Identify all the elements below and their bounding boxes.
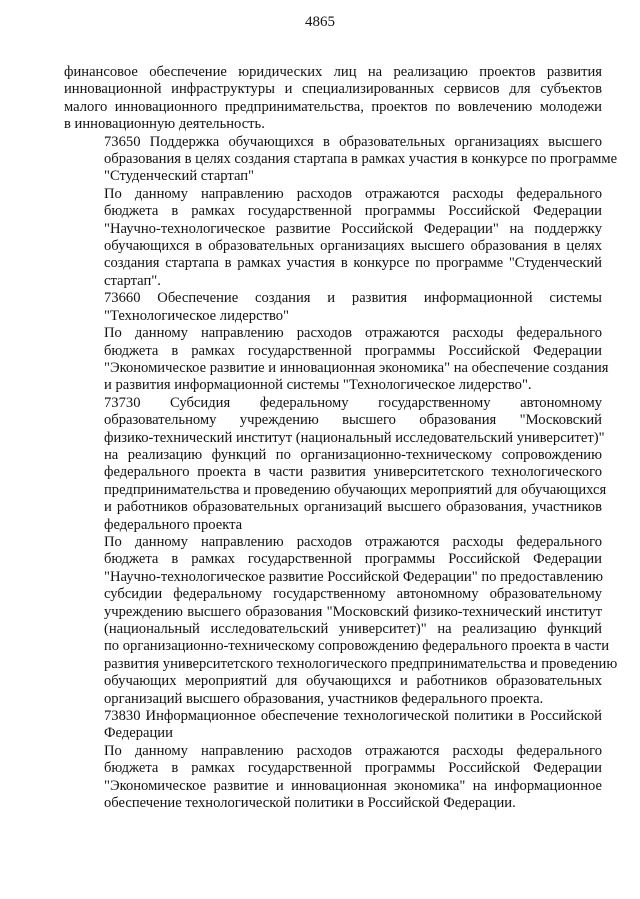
text-line: Федерации xyxy=(104,725,173,742)
document-body xyxy=(64,64,618,812)
text-line: физико-технический институт (национальный исследовательский университет)" xyxy=(104,429,605,446)
text-line: на реализацию функций по организационно-техническому сопровождению xyxy=(104,446,602,463)
text-line: По данному направлению расходов отражаются расходы федерального xyxy=(104,185,602,202)
text-line: и работников образовательных организаций высшего образования, участников xyxy=(104,499,602,516)
paragraph xyxy=(64,186,602,290)
text-line: стартап". xyxy=(104,272,161,289)
text-line: обеспечение технологической политики в Российской Федерации. xyxy=(104,795,516,812)
text-line: бюджета в рамках государственной программы Российской Федерации xyxy=(104,760,602,777)
text-line: 73830 Информационное обеспечение технологической политики в Российской xyxy=(104,708,602,725)
text-line: бюджета в рамках государственной программы Российской Федерации xyxy=(104,551,602,568)
text-line: бюджета в рамках государственной программы Российской Федерации xyxy=(104,203,602,220)
text-line: в инновационную деятельность. xyxy=(64,116,265,133)
text-line: 73660 Обеспечение создания и развития информационной системы xyxy=(104,290,602,307)
text-line: "Научно-технологическое развитие Российской Федерации" по предоставлению xyxy=(104,568,604,585)
text-line: "Студенческий стартап" xyxy=(104,168,255,185)
text-line: образования в целях создания стартапа в рамках участия в конкурсе по программе xyxy=(104,151,618,168)
text-line: "Технологическое лидерство" xyxy=(104,307,289,324)
paragraph xyxy=(64,290,602,325)
paragraph xyxy=(64,133,618,186)
text-line: по организационно-техническому сопровождению федерального проекта в части xyxy=(104,638,610,655)
text-line: (национальный исследовательский университет)" на реализацию функций xyxy=(104,621,602,637)
text-line: субсидии федеральному государственному автономному образовательному xyxy=(104,586,602,603)
text-line: учреждению высшего образования "Московский физико-технический институт xyxy=(104,603,602,620)
text-line: федерального проекта в части развития университетского технологического xyxy=(104,464,602,481)
text-line: "Экономическое развитие и инновационная экономика" на информационное xyxy=(104,777,602,794)
page-number: 4865 xyxy=(305,14,335,30)
text-line: обучающих мероприятий для обучающихся и работников образовательных xyxy=(104,673,602,690)
text-line: финансовое обеспечение юридических лиц на реализацию проектов развития xyxy=(64,64,602,80)
text-line: образовательному учреждению высшего образования "Московский xyxy=(104,412,602,429)
text-line: обучающихся в образовательных организациях высшего образования в целях xyxy=(104,238,602,255)
text-line: "Научно-технологическое развитие Российской Федерации" на поддержку xyxy=(104,220,602,237)
text-line: "Экономическое развитие и инновационная экономика" на обеспечение создания xyxy=(104,359,609,376)
text-line: 73650 Поддержка обучающихся в образовательных организациях высшего xyxy=(104,133,602,150)
paragraph xyxy=(64,64,602,134)
text-line: создания стартапа в рамках участия в конкурсе по программе "Студенческий xyxy=(104,255,602,272)
text-line: По данному направлению расходов отражаются расходы федерального xyxy=(104,533,602,550)
paragraph xyxy=(64,743,602,813)
text-line: предпринимательства и проведению обучающих мероприятий для обучающихся xyxy=(104,481,607,498)
paragraph xyxy=(64,708,602,743)
text-line: развития университетского технологического предпринимательства и проведению xyxy=(104,655,618,672)
text-line: 73730 Субсидия федеральному государственному автономному xyxy=(104,394,602,411)
text-line: По данному направлению расходов отражаются расходы федерального xyxy=(104,325,602,342)
text-line: и развития информационной системы "Технологическое лидерство". xyxy=(104,377,532,394)
paragraph xyxy=(64,533,618,708)
text-line: малого инновационного предпринимательства, проектов по вовлечению молодежи xyxy=(64,98,602,115)
text-line: организаций высшего образования, участников федерального проекта. xyxy=(104,690,544,707)
text-line: федерального проекта xyxy=(104,516,243,533)
text-line: По данному направлению расходов отражаются расходы федерального xyxy=(104,742,602,759)
text-line: инновационной инфраструктуры и специализированных сервисов для субъектов xyxy=(64,81,602,98)
text-line: бюджета в рамках государственной программы Российской Федерации xyxy=(104,342,602,359)
paragraph xyxy=(64,325,609,395)
paragraph xyxy=(64,394,607,534)
